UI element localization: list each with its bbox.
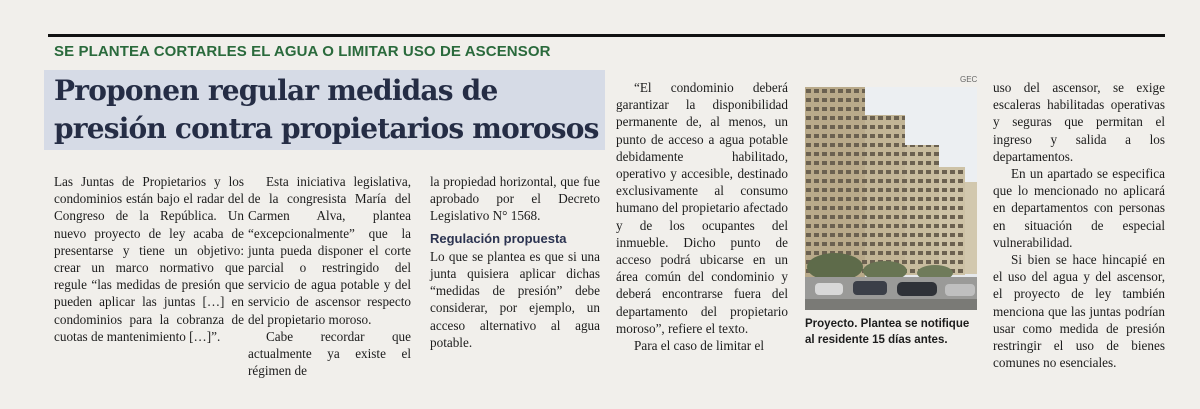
photo-caption — [805, 316, 977, 348]
caption-lead: Proyecto. — [805, 318, 858, 330]
article-column-2 — [248, 173, 411, 379]
photo-credit: GEC — [960, 75, 978, 84]
paragraph: Si bien se hace hincapié en el uso del agua y del ascensor, el proyecto de ley también menciona que las juntas podrían usar como medida de presión restringir el uso de bienes comunes no esenciales. — [993, 252, 1165, 371]
section-rule — [48, 34, 1165, 37]
paragraph: Para el caso de limitar el — [634, 338, 764, 354]
kicker: SE PLANTEA CORTARLES EL AGUA O LIMITAR USO DE ASCENSOR — [54, 43, 551, 60]
paragraph: Cabe recordar que actualmente ya existe el régimen de — [248, 328, 411, 379]
paragraph: En un apartado se especifica que lo mencionado no aplicará en departamentos con personas en situación de especial vulnerabilidad. — [993, 166, 1165, 250]
article-column-4 — [616, 79, 788, 354]
paragraph: la propiedad horizontal, que fue aprobado por el Decreto Legislativo N° 1568. — [430, 174, 600, 224]
building-photo — [805, 87, 977, 310]
previous-article-strip — [0, 0, 1200, 8]
article-column-1 — [54, 173, 244, 345]
paragraph: Las Juntas de Propietarios y los condominios están bajo el radar del Congreso de la República. Un nuevo proyecto de ley acaba de presentarse y tiene un objetivo: crear un marco normativo que regule “las medidas de presión que pueden aplicar las juntas […] en condominios para la cobranza de cuotas de mantenimiento […]”. — [54, 174, 244, 344]
paragraph: Esta iniciativa legislativa, de la congresista María del Carmen Alva, plantea “excepcionalmente” que la junta pueda disponer el corte parcial o restringido del servicio de agua potable y del servicio de ascensor respecto del propietario moroso. — [248, 174, 411, 327]
paragraph: Lo que se plantea es que si una junta quisiera aplicar dichas “medidas de presión” debe considerar, por ejemplo, un acceso alternativo al agua potable. — [430, 248, 600, 350]
article-column-3 — [430, 173, 600, 351]
headline: Proponen regular medidas de presión contra propietarios morosos — [54, 74, 599, 145]
subheading: Regulación propuesta — [430, 230, 567, 246]
caption-text: Plantea se notifique al residente 15 días antes. — [805, 318, 970, 346]
article-column-5 — [993, 79, 1165, 371]
paragraph: uso del ascensor, se exige escaleras habilitadas operativas y seguras que permitan el ingreso y salida a los departamentos. — [993, 80, 1165, 164]
paragraph: “El condominio deberá garantizar la disponibilidad permanente de, al menos, un punto de acceso a agua potable debidamente habilitado, operativo y accesible, destinado exclusivamente al consumo humano del propietario afectado y de los ocupantes del inmueble. Dicho punto de acceso podrá ubicarse en un área común del condominio y deberá encontrarse fuera del departamento del propietario moroso”, refiere el texto. — [616, 80, 788, 336]
